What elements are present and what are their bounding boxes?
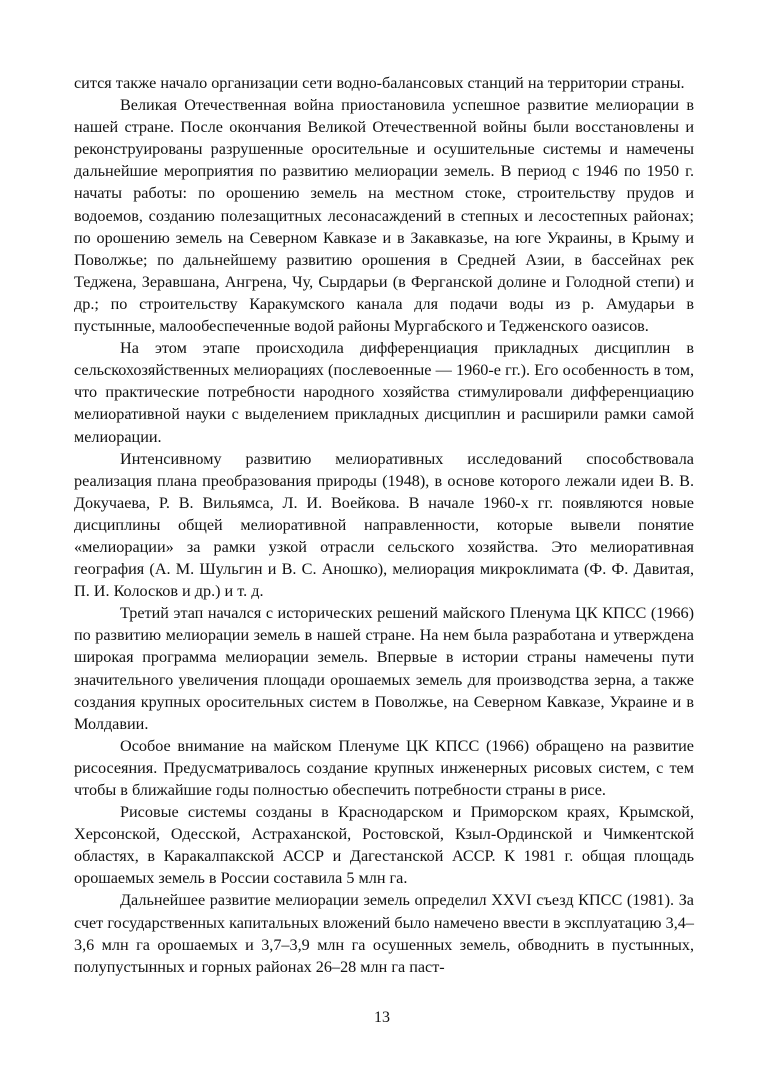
paragraph-nature-plan: Интенсивному развитию мелиоративных исследований способствовала реализация плана преобразования природы (1948), в основе которого лежали идеи В. В. Докучаева, Р. В. Вильямса, Л. И. Воейкова. В начале 1960-х гг. появляются новые дисциплины общей мелиоративной направленности, которые вывели понятие «мелиорации» за рамки узкой отрасли сельского хозяйства. Это мелиоративная география (А. М. Шульгин и В. С. Аношко), мелиорация микроклимата (Ф. Ф. Давитая, П. И. Колосков и др.) и т. д. [74,449,694,601]
paragraph-rice-growing: Особое внимание на майском Пленуме ЦК КПСС (1966) обращено на развитие рисосеяния. Предусматривалось создание крупных инженерных рисовых систем, с тем чтобы в ближайшие годы полностью обеспечить потребности страны в рисе. [74,736,694,799]
paragraph-continuation: сится также начало организации сети водно-балансовых станций на территории страны. [74,74,685,92]
paragraph-rice-systems: Рисовые системы созданы в Краснодарском и Приморском краях, Крымской, Херсонской, Одесской, Астраханской, Ростовской, Кзыл-Ординской и Чимкентской областях, в Каракалпакской АССР и Дагестанской АССР. К 1981 г. общая площадь орошаемых земель в России составила 5 млн га. [74,803,694,888]
paragraph-third-stage: Третий этап начался с исторических решений майского Пленума ЦК КПСС (1966) по развитию мелиорации земель в нашей стране. На нем была разработана и утверждена широкая программа мелиорации земель. Впервые в истории страны намечены пути значительного увеличения площади орошаемых земель для производства зерна, а также создания крупных оросительных систем в Поволжье, на Северном Кавказе, Украине и в Молдавии. [74,604,694,733]
paragraph-xxvi-congress: Дальнейшее развитие мелиорации земель определил XXVI съезд КПСС (1981). За счет государственных капитальных вложений было намечено ввести в эксплуатацию 3,4–3,6 млн га орошаемых и 3,7–3,9 млн га осушенных земель, обводнить в пустынных, полупустынных и горных районах 26–28 млн га паст- [74,891,694,976]
paragraph-differentiation: На этом этапе происходила дифференциация прикладных дисциплин в сельскохозяйственных мелиорациях (послевоенные — 1960-е гг.). Его особенность в том, что практические потребности народного хозяйства стимулировали дифференциацию мелиоративной науки с выделением прикладных дисциплин и расширили рамки самой мелиорации. [74,339,694,446]
body-text [74,72,694,978]
page-number: 13 [374,1009,390,1026]
paragraph-war-period: Великая Отечественная война приостановила успешное развитие мелиорации в нашей стране. После окончания Великой Отечественной войны были восстановлены и реконструированы разрушенные оросительные и осушительные системы и намечены дальнейшие мероприятия по развитию мелиорации земель. В период с 1946 по 1950 г. начаты работы: по орошению земель на местном стоке, строительству прудов и водоемов, созданию полезащитных лесонасаждений в степных и лесостепных районах; по орошению земель на Северном Кавказе и в Закавказье, на юге Украины, в Крыму и Поволжье; по дальнейшему развитию орошения в Средней Азии, в бассейнах рек Теджена, Зеравшана, Ангрена, Чу, Сырдарьи (в Ферганской долине и Голодной степи) и др.; по строительству Каракумского канала для подачи воды из р. Амударьи в пустынные, малообеспеченные водой районы Мургабского и Тедженского оазисов. [74,96,694,336]
